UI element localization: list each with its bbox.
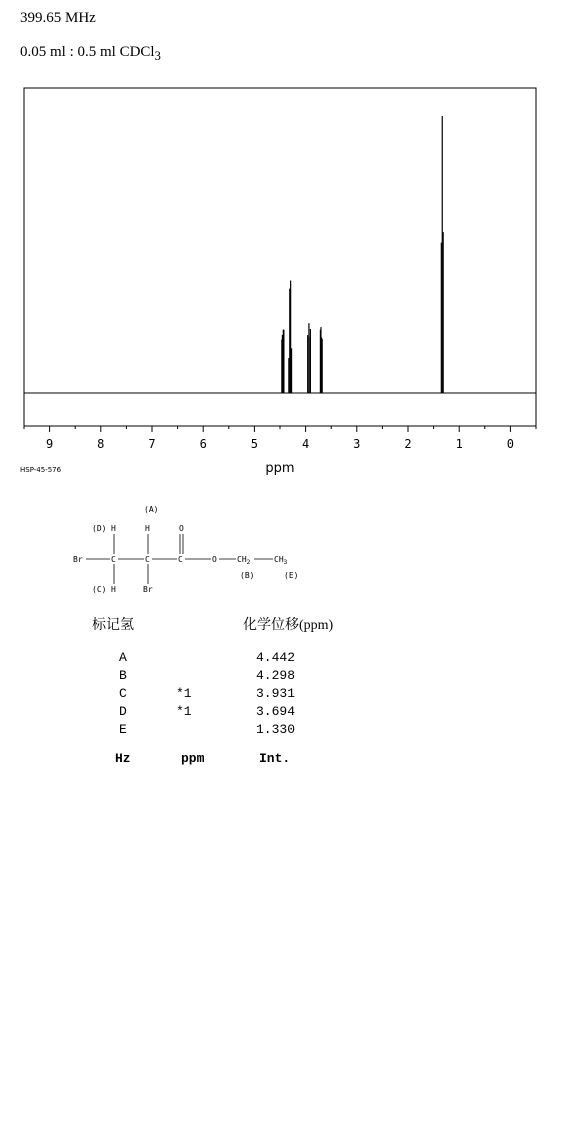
col-header-ppm: ppm bbox=[181, 751, 205, 766]
col-header-hz: Hz bbox=[115, 751, 131, 766]
mol-label-b: (B) bbox=[240, 571, 255, 580]
assign-ppm: 4.298 bbox=[256, 668, 296, 683]
mol-br-left: Br bbox=[73, 555, 83, 564]
x-axis-label: ppm bbox=[265, 461, 295, 476]
frequency-label: 399.65 MHz bbox=[20, 10, 96, 26]
assign-shift-header: 化学位移(ppm) bbox=[243, 618, 334, 633]
spectrum-code: HSP-45-576 bbox=[20, 466, 62, 474]
assign-ppm: 3.931 bbox=[256, 686, 296, 701]
mol-o-top: O bbox=[179, 524, 184, 533]
plot-frame bbox=[24, 88, 536, 426]
assign-label: E bbox=[119, 722, 127, 737]
mol-o-ester: O bbox=[212, 555, 217, 564]
x-tick-label: 8 bbox=[97, 437, 105, 451]
assign-note: *1 bbox=[176, 686, 192, 701]
x-tick-label: 4 bbox=[301, 437, 310, 451]
x-tick-label: 9 bbox=[45, 437, 54, 451]
assign-label: D bbox=[119, 704, 127, 719]
peaks-group bbox=[282, 116, 443, 393]
assign-ppm: 1.330 bbox=[256, 722, 296, 737]
x-axis-ticks bbox=[24, 426, 536, 451]
mol-label-c: (C) bbox=[92, 585, 107, 594]
mol-h-a: H bbox=[145, 524, 150, 533]
assign-label: B bbox=[119, 668, 127, 683]
x-tick-label: 0 bbox=[506, 437, 515, 451]
assign-label: C bbox=[119, 686, 127, 701]
assign-label-header: 标记氢 bbox=[92, 618, 134, 633]
assign-note: *1 bbox=[176, 704, 192, 719]
x-tick-label: 2 bbox=[404, 437, 412, 451]
mol-c1: C bbox=[111, 555, 116, 564]
x-tick-label: 1 bbox=[455, 437, 463, 451]
x-tick-label: 6 bbox=[199, 437, 207, 451]
mol-c3: C bbox=[178, 555, 183, 564]
mol-c2: C bbox=[145, 555, 150, 564]
mol-label-e: (E) bbox=[284, 571, 299, 580]
x-tick-label: 3 bbox=[353, 437, 361, 451]
molecule-structure bbox=[73, 505, 298, 594]
solvent-text: 0.05 ml : 0.5 ml CDCl bbox=[20, 44, 155, 60]
mol-h-c: H bbox=[111, 585, 116, 594]
col-header-int: Int. bbox=[259, 751, 291, 766]
mol-br-bottom: Br bbox=[143, 585, 153, 594]
x-tick-label: 7 bbox=[148, 437, 156, 451]
assign-ppm: 4.442 bbox=[256, 650, 296, 665]
solvent-subscript: 3 bbox=[154, 49, 161, 63]
mol-label-d: (D) bbox=[92, 524, 107, 533]
assign-ppm: 3.694 bbox=[256, 704, 296, 719]
mol-label-a: (A) bbox=[144, 505, 159, 514]
mol-ch2: $CH_2$ bbox=[237, 555, 251, 566]
x-tick-label: 5 bbox=[250, 437, 259, 451]
assign-label: A bbox=[119, 650, 127, 665]
mol-ch3: $CH_3$ bbox=[274, 555, 288, 566]
mol-h-d: H bbox=[111, 524, 116, 533]
